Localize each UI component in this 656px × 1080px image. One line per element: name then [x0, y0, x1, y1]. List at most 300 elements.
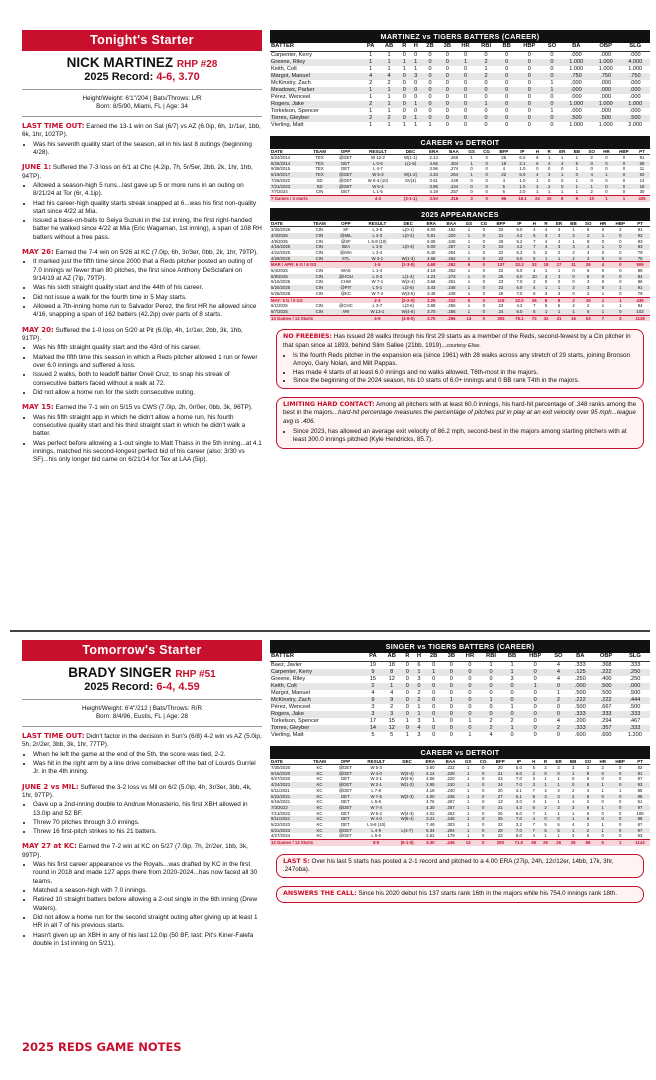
table-cell: 1	[540, 782, 552, 788]
table-cell: 0	[460, 683, 480, 690]
table-cell: 6	[528, 794, 540, 800]
appearances-table-title: 2025 APPEARANCES	[270, 208, 650, 221]
table-cell: 0	[445, 65, 449, 72]
table-cell: .262	[441, 262, 461, 268]
table-cell: STL	[332, 256, 360, 262]
table-cell: 1	[601, 787, 604, 793]
table-cell: 0	[527, 94, 531, 101]
table-cell: 0	[456, 101, 475, 108]
table-cell: 1	[540, 256, 552, 262]
divider-rule	[22, 726, 262, 727]
table-cell: .257	[440, 805, 460, 811]
table-cell: 4.33	[424, 172, 444, 178]
table-cell: 6/1/2025	[271, 303, 288, 309]
table-cell: 0	[505, 94, 509, 101]
column-header: CG	[476, 759, 491, 765]
table-cell: 0	[485, 177, 488, 183]
table-cell: 1	[456, 59, 475, 66]
table-cell: 85	[637, 787, 643, 793]
column-header: BFP	[494, 149, 513, 155]
table-cell: L 2-3	[360, 233, 395, 239]
column-header: SO	[549, 653, 569, 661]
table-cell: 9/16/2020	[270, 771, 307, 777]
table-cell: 6.1	[510, 794, 528, 800]
table-cell: 6.0	[510, 285, 528, 291]
table-cell: 1	[596, 297, 611, 303]
table-cell: 0	[572, 290, 575, 296]
table-cell: 15	[369, 675, 377, 682]
table-cell: 6.00	[421, 244, 441, 250]
table-cell: 0	[533, 675, 537, 682]
table-row	[270, 115, 650, 122]
career-table	[270, 759, 650, 846]
table-cell: 0	[456, 73, 475, 80]
table-cell: 1	[544, 833, 547, 839]
table-cell: 0	[425, 683, 443, 690]
table-cell: 0	[516, 73, 542, 80]
table-cell: 4.2	[510, 244, 528, 250]
table-cell: 0	[610, 816, 630, 822]
table-cell: 1	[544, 268, 548, 274]
table-cell: 4	[531, 172, 543, 178]
table-row	[270, 101, 650, 108]
table-cell: 0	[445, 122, 449, 129]
tomorrow-starter-column	[22, 640, 262, 954]
table-cell: 24	[491, 782, 510, 788]
table-cell: 0	[481, 765, 485, 771]
table-cell: 2	[587, 290, 590, 296]
table-cell: .303	[446, 822, 455, 828]
table-cell: 2	[586, 765, 590, 771]
table-cell: 3.0	[515, 799, 522, 805]
table-cell: 1	[462, 285, 477, 291]
table-cell: 24	[491, 244, 510, 250]
table-row	[270, 122, 650, 129]
box-heading: ANSWERS THE CALL:	[283, 890, 357, 898]
note-text: Suffered the 7-3 loss on 6/1 at Chc (4.2ip, 7h, 5r/5er, 2bb, 2k, 1hr, 1hb, 94TP).	[22, 164, 253, 180]
column-header: BB	[566, 221, 581, 227]
table-row	[270, 51, 650, 59]
column-header: R	[402, 653, 414, 661]
table-cell: 0	[516, 115, 542, 122]
table-cell: 87	[637, 822, 643, 828]
table-cell: 0	[618, 833, 622, 839]
table-cell: 1.000	[569, 65, 584, 72]
table-cell: 1.0	[519, 177, 526, 183]
table-cell: 5.0	[515, 833, 522, 839]
table-cell: .125	[568, 669, 592, 676]
table-cell: CIN	[307, 309, 333, 315]
table-cell: 4	[502, 177, 506, 183]
note-bullet: • Was hit in the right arm by a line drive comebacker off the bat of Lourds Gurriel Jr. in the 4th inning.	[33, 760, 262, 777]
table-cell: 3	[581, 256, 596, 262]
pitcher-info-line-1: Height/Weight: 6'4"/212 | Bats/Throws: R/R	[81, 704, 203, 712]
table-cell: 17	[369, 718, 377, 725]
table-cell: 92	[634, 172, 650, 178]
hard-contact-box	[276, 397, 644, 448]
table-cell: 71.0	[510, 840, 528, 846]
table-cell: 0	[482, 249, 486, 255]
column-header: HBP	[516, 43, 542, 51]
table-cell: 1-5	[360, 262, 395, 268]
note-bullets	[33, 258, 262, 319]
table-cell: 0	[566, 274, 581, 280]
table-cell: 5	[586, 776, 590, 782]
table-cell: @DET	[332, 771, 358, 777]
table-cell: Keith, Colt	[271, 65, 297, 72]
column-header: HBP	[522, 653, 549, 661]
table-cell: .500	[574, 689, 586, 696]
table-cell: @DET	[339, 177, 352, 183]
table-cell: 0	[402, 683, 414, 690]
column-header: DEC	[394, 759, 420, 765]
table-cell: 0	[476, 771, 491, 777]
note-heading: JUNE 1:	[22, 163, 52, 172]
table-cell: Carpenter, Kerry	[270, 669, 364, 676]
note-bullet: • Was his seventh quality start of the season, all in his last 8 outings (beginning 4/28).	[33, 141, 262, 158]
table-cell: @DET	[338, 833, 352, 839]
table-cell: 0	[590, 166, 593, 172]
table-cell: W(1-1)	[403, 155, 418, 161]
table-cell: @PIT	[332, 285, 360, 291]
table-cell: W 3-1	[360, 256, 395, 262]
table-cell: 22	[497, 822, 503, 828]
table-cell: 8	[536, 155, 539, 161]
table-cell: 0	[566, 782, 581, 788]
table-cell: 0	[475, 115, 497, 122]
table-cell: 0	[533, 732, 537, 739]
column-header: BA	[562, 43, 591, 51]
table-cell: 3	[551, 794, 565, 800]
table-cell: 0	[610, 233, 630, 239]
table-cell: 2.95	[420, 782, 440, 788]
table-cell: 0	[405, 704, 409, 711]
table-cell: 0	[497, 87, 516, 94]
table-cell: 1	[467, 238, 471, 244]
table-cell: 1.000	[598, 122, 613, 129]
column-header: PA	[364, 653, 382, 661]
table-cell: 5	[544, 303, 548, 309]
table-cell: 6	[581, 794, 596, 800]
table-cell: 0	[614, 172, 634, 178]
table-cell: 22	[498, 268, 504, 274]
note-bullets	[33, 141, 262, 158]
column-header: OPP	[332, 759, 358, 765]
table-cell: L 5-6	[371, 799, 381, 805]
table-cell: .246	[440, 816, 460, 822]
table-cell: 0	[605, 189, 608, 195]
table-cell: KC	[316, 787, 323, 793]
table-cell: KC	[316, 822, 323, 828]
table-cell: 4	[584, 172, 599, 178]
table-cell: 0	[425, 697, 443, 704]
table-cell: 0	[516, 59, 542, 66]
table-cell: 0	[484, 94, 488, 101]
table-cell: 2	[610, 315, 630, 321]
table-cell: 0	[601, 810, 604, 816]
record-value: 4-6, 3.70	[156, 71, 200, 84]
table-cell: 0	[489, 704, 493, 711]
table-cell: 4.2	[510, 805, 528, 811]
table-cell: 4	[556, 661, 560, 668]
table-cell: 4.68	[421, 262, 441, 268]
table-cell: 0	[522, 669, 549, 676]
column-header: ER	[555, 149, 569, 155]
table-cell: W(8-4)	[394, 816, 420, 822]
divider-rule	[22, 116, 262, 117]
column-header: SO	[581, 759, 596, 765]
table-cell: 0	[410, 87, 421, 94]
table-cell: 6	[587, 268, 590, 274]
table-cell: L 5-6	[371, 833, 381, 839]
tomorrow-notes	[22, 732, 262, 949]
table-cell: 0	[522, 711, 549, 718]
table-cell: 0	[619, 279, 622, 285]
table-cell: 4.14	[420, 771, 440, 777]
table-cell: 5	[540, 828, 552, 834]
table-cell: 13	[497, 799, 503, 805]
table-cell: 4	[557, 787, 560, 793]
table-cell: 0	[476, 816, 491, 822]
table-cell: 19	[581, 297, 596, 303]
table-cell: W 7-1	[371, 279, 384, 285]
table-cell: 1	[595, 805, 610, 811]
table-cell: 0	[481, 833, 485, 839]
table-cell: 2	[557, 249, 561, 255]
table-row	[270, 711, 650, 718]
table-cell: 0	[414, 51, 418, 58]
note-block	[22, 326, 262, 398]
table-cell: .368	[600, 661, 612, 668]
table-cell: .262	[446, 810, 455, 816]
table-cell: 1	[596, 244, 611, 250]
table-cell: 6	[462, 262, 477, 268]
table-cell: 0	[460, 669, 480, 676]
table-cell: 9/27/2020	[271, 776, 291, 782]
column-header: RESULT	[358, 759, 394, 765]
table-cell: 0	[572, 268, 575, 274]
column-header: HBP	[610, 221, 630, 227]
note-bullets	[33, 861, 262, 948]
table-cell: 4	[532, 833, 535, 839]
table-cell: 1	[601, 290, 605, 296]
appearances-table	[270, 221, 650, 322]
table-row	[270, 690, 650, 697]
table-row	[270, 94, 650, 101]
table-cell: 7 Games / 3 starts	[270, 195, 359, 201]
column-header: AB	[380, 43, 399, 51]
table-cell: 79	[637, 290, 643, 296]
table-cell: 6.34	[420, 828, 440, 834]
table-cell: .000	[570, 94, 582, 101]
table-cell: 4	[581, 244, 596, 250]
table-cell: 0	[599, 161, 614, 167]
table-cell: 1	[369, 108, 373, 115]
table-cell: MAY: 5 G / 5 GS	[270, 297, 360, 303]
table-cell: 1	[467, 279, 471, 285]
table-cell: 0	[476, 309, 491, 315]
table-cell: 25	[491, 816, 510, 822]
table-cell: 27	[491, 794, 510, 800]
table-cell: 4.02	[426, 810, 435, 816]
box-bullet: • Is the fourth Reds pitcher in the expansion era (since 1961) with 28 walks across any stretch of 29 starts, joining Bronson Arroyo, Gary Nolan, and Milt Pappas.	[293, 352, 637, 369]
table-cell: 4-3	[359, 195, 398, 201]
table-cell: 1	[464, 172, 479, 178]
career-table	[270, 149, 650, 202]
table-cell: 4	[371, 689, 375, 696]
table-cell: CIN	[315, 290, 324, 296]
table-cell: 4.30	[420, 805, 440, 811]
note-bullet: • Matched a season-high with 7.0 innings.	[33, 887, 262, 895]
table-cell: 1	[414, 122, 418, 129]
note-bullet: • Did not allow a home run for the sixth consecutive outing.	[33, 389, 262, 397]
column-header: HR	[596, 221, 611, 227]
table-cell: 7/3/2022	[270, 805, 307, 811]
table-cell: 0	[505, 108, 509, 115]
table-cell: 2	[390, 704, 394, 711]
table-cell: 17	[552, 262, 566, 268]
table-row	[270, 683, 650, 690]
column-header: BB	[497, 43, 516, 51]
table-cell: 79	[637, 249, 643, 255]
table-cell: 3.96	[429, 166, 438, 172]
table-cell: 0	[619, 238, 622, 244]
table-cell: 6	[528, 309, 540, 315]
table-cell: .000	[562, 87, 591, 94]
table-cell: 7	[528, 244, 540, 250]
column-header: SO	[584, 149, 599, 155]
table-cell: 1	[572, 227, 575, 233]
table-cell: 5	[551, 828, 565, 834]
table-cell: .333	[568, 711, 592, 718]
table-cell: 2	[587, 303, 590, 309]
table-row	[270, 718, 650, 725]
table-cell: 0	[622, 166, 626, 172]
table-cell: 84	[630, 274, 650, 280]
table-cell: TEX	[307, 172, 333, 178]
table-cell: 5	[371, 732, 375, 739]
column-header: 3B	[439, 43, 456, 51]
table-cell: 0	[610, 244, 630, 250]
table-cell: 1	[540, 309, 552, 315]
column-header: BATTER	[270, 653, 364, 661]
table-cell: 75.1	[510, 315, 528, 321]
table-cell: 1	[466, 765, 470, 771]
table-cell: 1	[557, 810, 560, 816]
table-cell: 91	[630, 285, 650, 291]
table-cell: TEX	[315, 166, 324, 172]
table-cell: 0	[432, 704, 436, 711]
table-cell: 1	[362, 59, 380, 66]
table-cell: .274	[449, 166, 459, 172]
table-cell: 0	[439, 101, 456, 108]
table-cell: .182	[447, 227, 456, 233]
table-cell: .333	[620, 711, 650, 718]
table-cell: 0	[402, 725, 414, 732]
table-cell: 0	[596, 285, 611, 291]
table-cell: 3.61	[429, 177, 438, 183]
pitcher-info	[22, 705, 262, 722]
note-block	[22, 842, 262, 948]
table-cell: (2-2-0)	[395, 297, 421, 303]
note-bullet: • Was his fifth straight app in which he didn't allow a home run, his fourth consecutive quality start and his third straight start in which he didn't walk a batter.	[33, 414, 262, 439]
table-cell: 0	[476, 297, 491, 303]
column-header: TEAM	[307, 221, 333, 227]
column-header: 2B	[425, 653, 443, 661]
table-cell: W 5-3	[359, 172, 398, 178]
table-cell: KC	[307, 782, 333, 788]
table-cell: 1	[468, 718, 472, 725]
table-cell: 2	[572, 249, 575, 255]
table-cell: 32.2	[510, 262, 528, 268]
table-cell: 4	[528, 816, 540, 822]
table-cell: 0	[510, 732, 514, 739]
table-cell: 5	[494, 184, 513, 190]
table-cell: 0	[476, 256, 491, 262]
column-header: H	[528, 759, 540, 765]
table-cell: 1	[571, 810, 575, 816]
table-cell: .256	[447, 303, 456, 309]
column-header: TEAM	[307, 149, 333, 155]
table-cell: Pérez, Wenceel	[271, 704, 311, 711]
table-cell: 6/21/2023	[270, 828, 307, 834]
table-cell: @HOU	[332, 274, 360, 280]
table-header-row	[270, 43, 650, 51]
table-cell: .264	[447, 249, 456, 255]
table-cell: 2	[480, 725, 503, 732]
table-cell: 2	[380, 115, 399, 122]
table-cell: .252	[447, 268, 456, 274]
table-cell: 3	[566, 805, 581, 811]
table-cell: 4/4/2025	[270, 233, 307, 239]
table-cell: 8	[581, 771, 596, 777]
table-cell: 5/22/2021	[270, 794, 307, 800]
column-header: OPP	[332, 149, 358, 155]
table-cell: 0	[533, 718, 537, 725]
table-cell: .500	[620, 115, 650, 122]
table-cell: 4.000	[620, 59, 650, 66]
pitcher-info-line-2: Born: 8/4/96, Eustis, FL | Age: 28	[95, 713, 189, 721]
table-cell: 6	[581, 309, 596, 315]
table-cell: 2	[590, 189, 593, 195]
table-cell: .294	[600, 718, 612, 725]
table-cell: 6	[595, 840, 610, 846]
table-cell: .333	[629, 661, 641, 668]
note-bullet: • Threw 16 first-pitch strikes to his 21 batters.	[33, 828, 262, 836]
table-cell: 3	[464, 195, 479, 201]
table-cell: ARI	[332, 309, 360, 315]
note-block	[22, 122, 262, 157]
table-cell: 0	[399, 101, 410, 108]
table-cell: 4.65	[424, 161, 444, 167]
table-cell: 18	[494, 161, 513, 167]
table-cell: 1	[466, 776, 470, 782]
table-cell: 506	[630, 262, 650, 268]
table-cell: 7/7/2024	[271, 189, 288, 195]
table-cell: 0	[551, 816, 565, 822]
column-header: HR	[456, 43, 475, 51]
table-cell: Greene, Riley	[271, 675, 306, 682]
table-cell: 0	[481, 776, 485, 782]
table-cell: .267	[441, 244, 461, 250]
column-header: ERA	[420, 759, 440, 765]
column-header: AB	[382, 653, 402, 661]
table-cell: 0	[476, 805, 491, 811]
table-cell: .333	[592, 711, 619, 718]
table-cell: 1	[557, 799, 560, 805]
table-cell: 0	[479, 184, 494, 190]
table-cell: 1	[502, 725, 522, 732]
